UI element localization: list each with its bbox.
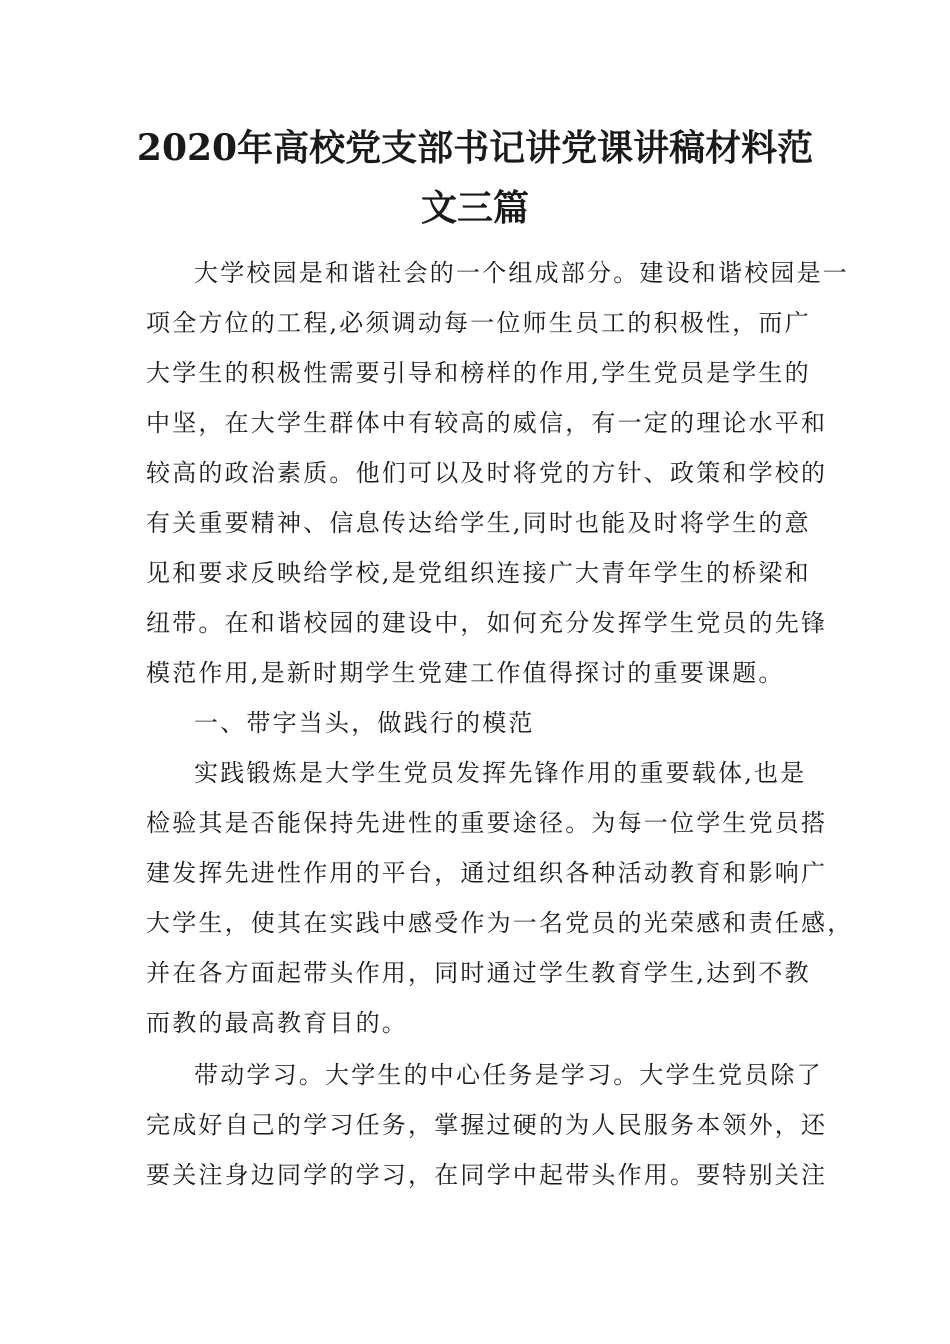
paragraph-line: 项全方位的工程,必须调动每一位师生员工的积极性，而广 [146,309,811,337]
title-line: 2020年高校党支部书记讲党课讲稿材料范 [136,127,814,169]
paragraph-line: 完成好自己的学习任务，掌握过硬的为人民服务本领外，还 [146,1111,828,1139]
paragraph-line: 大学生，使其在实践中感受作为一名党员的光荣感和责任感， [146,909,854,937]
paragraph-line: 带动学习。大学生的中心任务是学习。大学生党员除了 [194,1061,823,1089]
document-title [130,118,820,238]
paragraph-line: 模范作用,是新时期学生党建工作值得探讨的重要课题。 [146,659,785,687]
paragraph [146,748,854,1048]
paragraph-line: 检验其是否能保持先进性的重要途径。为每一位学生党员搭 [146,809,828,837]
section-heading [146,698,810,748]
section-heading-text: 一、带字当头，做践行的模范 [194,709,535,737]
paragraph-line: 较高的政治素质。他们可以及时将党的方针、政策和学校的 [146,459,828,487]
paragraph-line: 并在各方面起带头作用，同时通过学生教育学生,达到不教 [146,959,811,987]
paragraph-line: 有关重要精神、信息传达给学生,同时也能及时将学生的意 [146,509,811,537]
paragraph-line: 建发挥先进性作用的平台，通过组织各种活动教育和影响广 [146,859,828,887]
paragraph-line: 要关注身边同学的学习，在同学中起带头作用。要特别关注 [146,1161,828,1189]
paragraph [146,248,849,698]
paragraph-line: 大学生的积极性需要引导和榜样的作用,学生党员是学生的 [146,359,811,387]
paragraph [146,1050,828,1200]
paragraph-line: 中坚，在大学生群体中有较高的威信，有一定的理论水平和 [146,409,828,437]
document-body [146,248,854,1200]
paragraph-line: 大学校园是和谐社会的一个组成部分。建设和谐校园是一 [194,259,849,287]
paragraph-line: 实践锻炼是大学生党员发挥先锋作用的重要载体,也是 [194,759,807,787]
paragraph-line: 见和要求反映给学校,是党组织连接广大青年学生的桥梁和 [146,559,811,587]
paragraph-line: 而教的最高教育目的。 [146,1009,408,1037]
paragraph-line: 纽带。在和谐校园的建设中，如何充分发挥学生党员的先锋 [146,609,828,637]
title-line: 文三篇 [420,187,529,229]
